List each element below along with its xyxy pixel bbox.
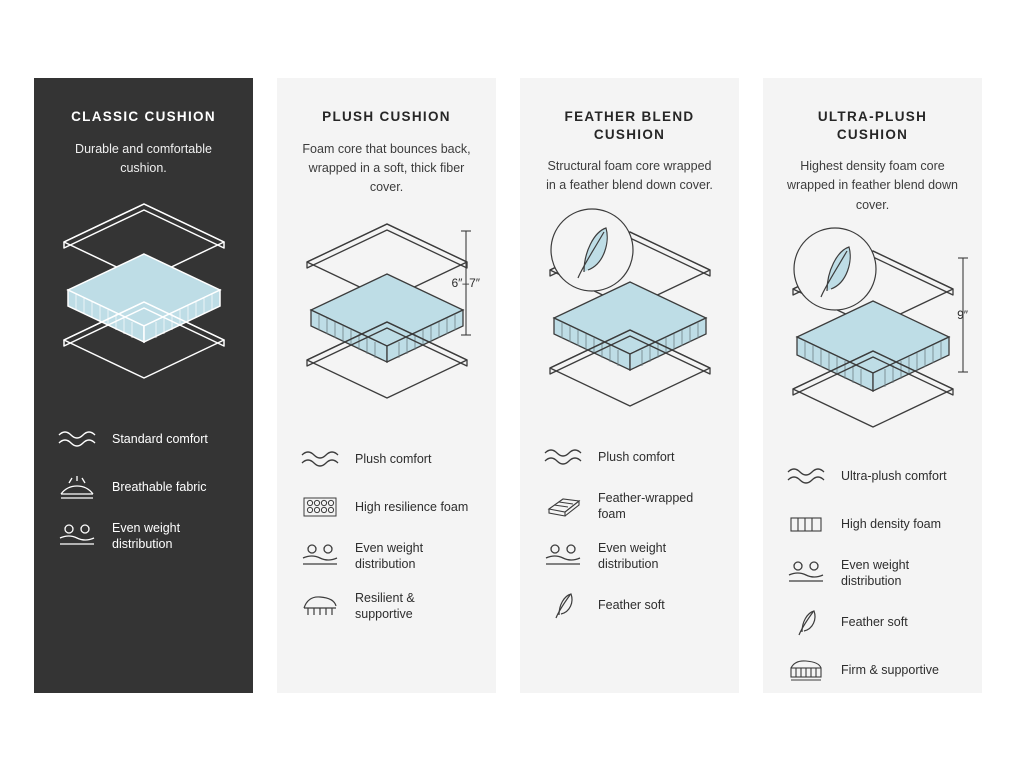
feature-item xyxy=(56,472,231,502)
dimension-bracket-icon xyxy=(957,255,969,375)
feature-item xyxy=(542,490,717,522)
exploded-cushion-illustration xyxy=(54,190,234,390)
dimension-bracket-icon xyxy=(460,228,472,338)
even-weight-icon xyxy=(299,541,341,571)
firm-support-icon xyxy=(785,655,827,685)
even-weight-icon xyxy=(56,521,98,551)
card-title: ULTRA-PLUSH CUSHION xyxy=(817,109,928,142)
card-description: Highest density foam core wrapped in feather blend down cover. xyxy=(787,159,958,212)
feature-item xyxy=(785,607,960,637)
feature-label: Feather soft xyxy=(598,597,665,612)
coil-grid-icon xyxy=(299,492,341,522)
wavy-lines-icon xyxy=(785,461,827,491)
feature-item xyxy=(542,540,717,572)
feature-item xyxy=(299,492,474,522)
card-plush-cushion[interactable] xyxy=(277,78,496,693)
feature-list xyxy=(295,444,478,622)
wavy-lines-icon xyxy=(542,442,584,472)
feature-list xyxy=(781,461,964,685)
feature-label: Even weight distribution xyxy=(841,558,910,589)
feature-label: Firm & supportive xyxy=(841,663,939,678)
feature-label: Feather-wrapped foam xyxy=(598,490,694,521)
card-classic-cushion[interactable] xyxy=(34,78,253,693)
feature-label: Breathable fabric xyxy=(112,480,207,495)
layer-diagram xyxy=(781,227,968,455)
feature-list xyxy=(538,442,721,620)
feature-label: Plush comfort xyxy=(598,449,675,464)
feature-item xyxy=(56,424,231,454)
feature-item xyxy=(785,655,960,685)
wavy-lines-icon xyxy=(299,444,341,474)
even-weight-icon xyxy=(785,558,827,588)
feature-label: Even weight distribution xyxy=(598,540,667,571)
layer-diagram xyxy=(295,210,478,438)
even-weight-icon xyxy=(542,541,584,571)
feature-label: Ultra-plush comfort xyxy=(841,469,947,484)
card-title: CLASSIC CUSHION xyxy=(71,109,216,124)
layer-diagram xyxy=(52,190,235,418)
card-description: Durable and comfortable cushion. xyxy=(75,141,212,175)
feature-list xyxy=(52,424,235,552)
exploded-cushion-illustration xyxy=(297,210,477,410)
dimension-label: 9″ xyxy=(957,308,968,323)
dimension-marker xyxy=(957,255,968,375)
feature-label: Plush comfort xyxy=(355,451,432,466)
feather-badge-icon xyxy=(551,209,633,291)
feature-label: Feather soft xyxy=(841,615,908,630)
feature-item xyxy=(542,442,717,472)
resilient-support-icon xyxy=(299,591,341,621)
feature-label: High resilience foam xyxy=(355,499,469,514)
high-density-foam-icon xyxy=(785,509,827,539)
feature-label: Even weight distribution xyxy=(112,521,181,552)
exploded-cushion-illustration xyxy=(540,208,720,418)
exploded-cushion-illustration xyxy=(783,227,963,437)
feature-item xyxy=(299,444,474,474)
card-description: Foam core that bounces back, wrapped in a soft, thick fiber cover. xyxy=(302,141,471,195)
feature-item xyxy=(299,590,474,622)
cards-row xyxy=(34,78,990,693)
feature-label: High density foam xyxy=(841,517,942,532)
feather-icon xyxy=(542,590,584,620)
feature-item xyxy=(785,509,960,539)
card-feather-blend-cushion[interactable] xyxy=(520,78,739,693)
card-title: FEATHER BLEND CUSHION xyxy=(564,109,695,142)
card-ultra-plush-cushion[interactable] xyxy=(763,78,982,693)
dimension-label: 6″–7″ xyxy=(451,275,480,290)
card-title: PLUSH CUSHION xyxy=(322,109,451,124)
feature-label: Standard comfort xyxy=(112,432,208,447)
breathable-fabric-icon xyxy=(56,472,98,502)
feature-label: Even weight distribution xyxy=(355,540,424,571)
feather-wrapped-foam-icon xyxy=(542,491,584,521)
feather-icon xyxy=(785,607,827,637)
feature-item xyxy=(56,520,231,552)
feather-badge-icon xyxy=(794,228,876,310)
layer-diagram xyxy=(538,208,721,436)
feature-item xyxy=(542,590,717,620)
feature-item xyxy=(785,461,960,491)
feature-item xyxy=(299,540,474,572)
card-description: Structural foam core wrapped in a feather blend down cover. xyxy=(546,159,713,193)
feature-label: Resilient & supportive xyxy=(355,590,415,621)
wavy-lines-icon xyxy=(56,424,98,454)
dimension-marker xyxy=(451,228,480,338)
feature-item xyxy=(785,557,960,589)
